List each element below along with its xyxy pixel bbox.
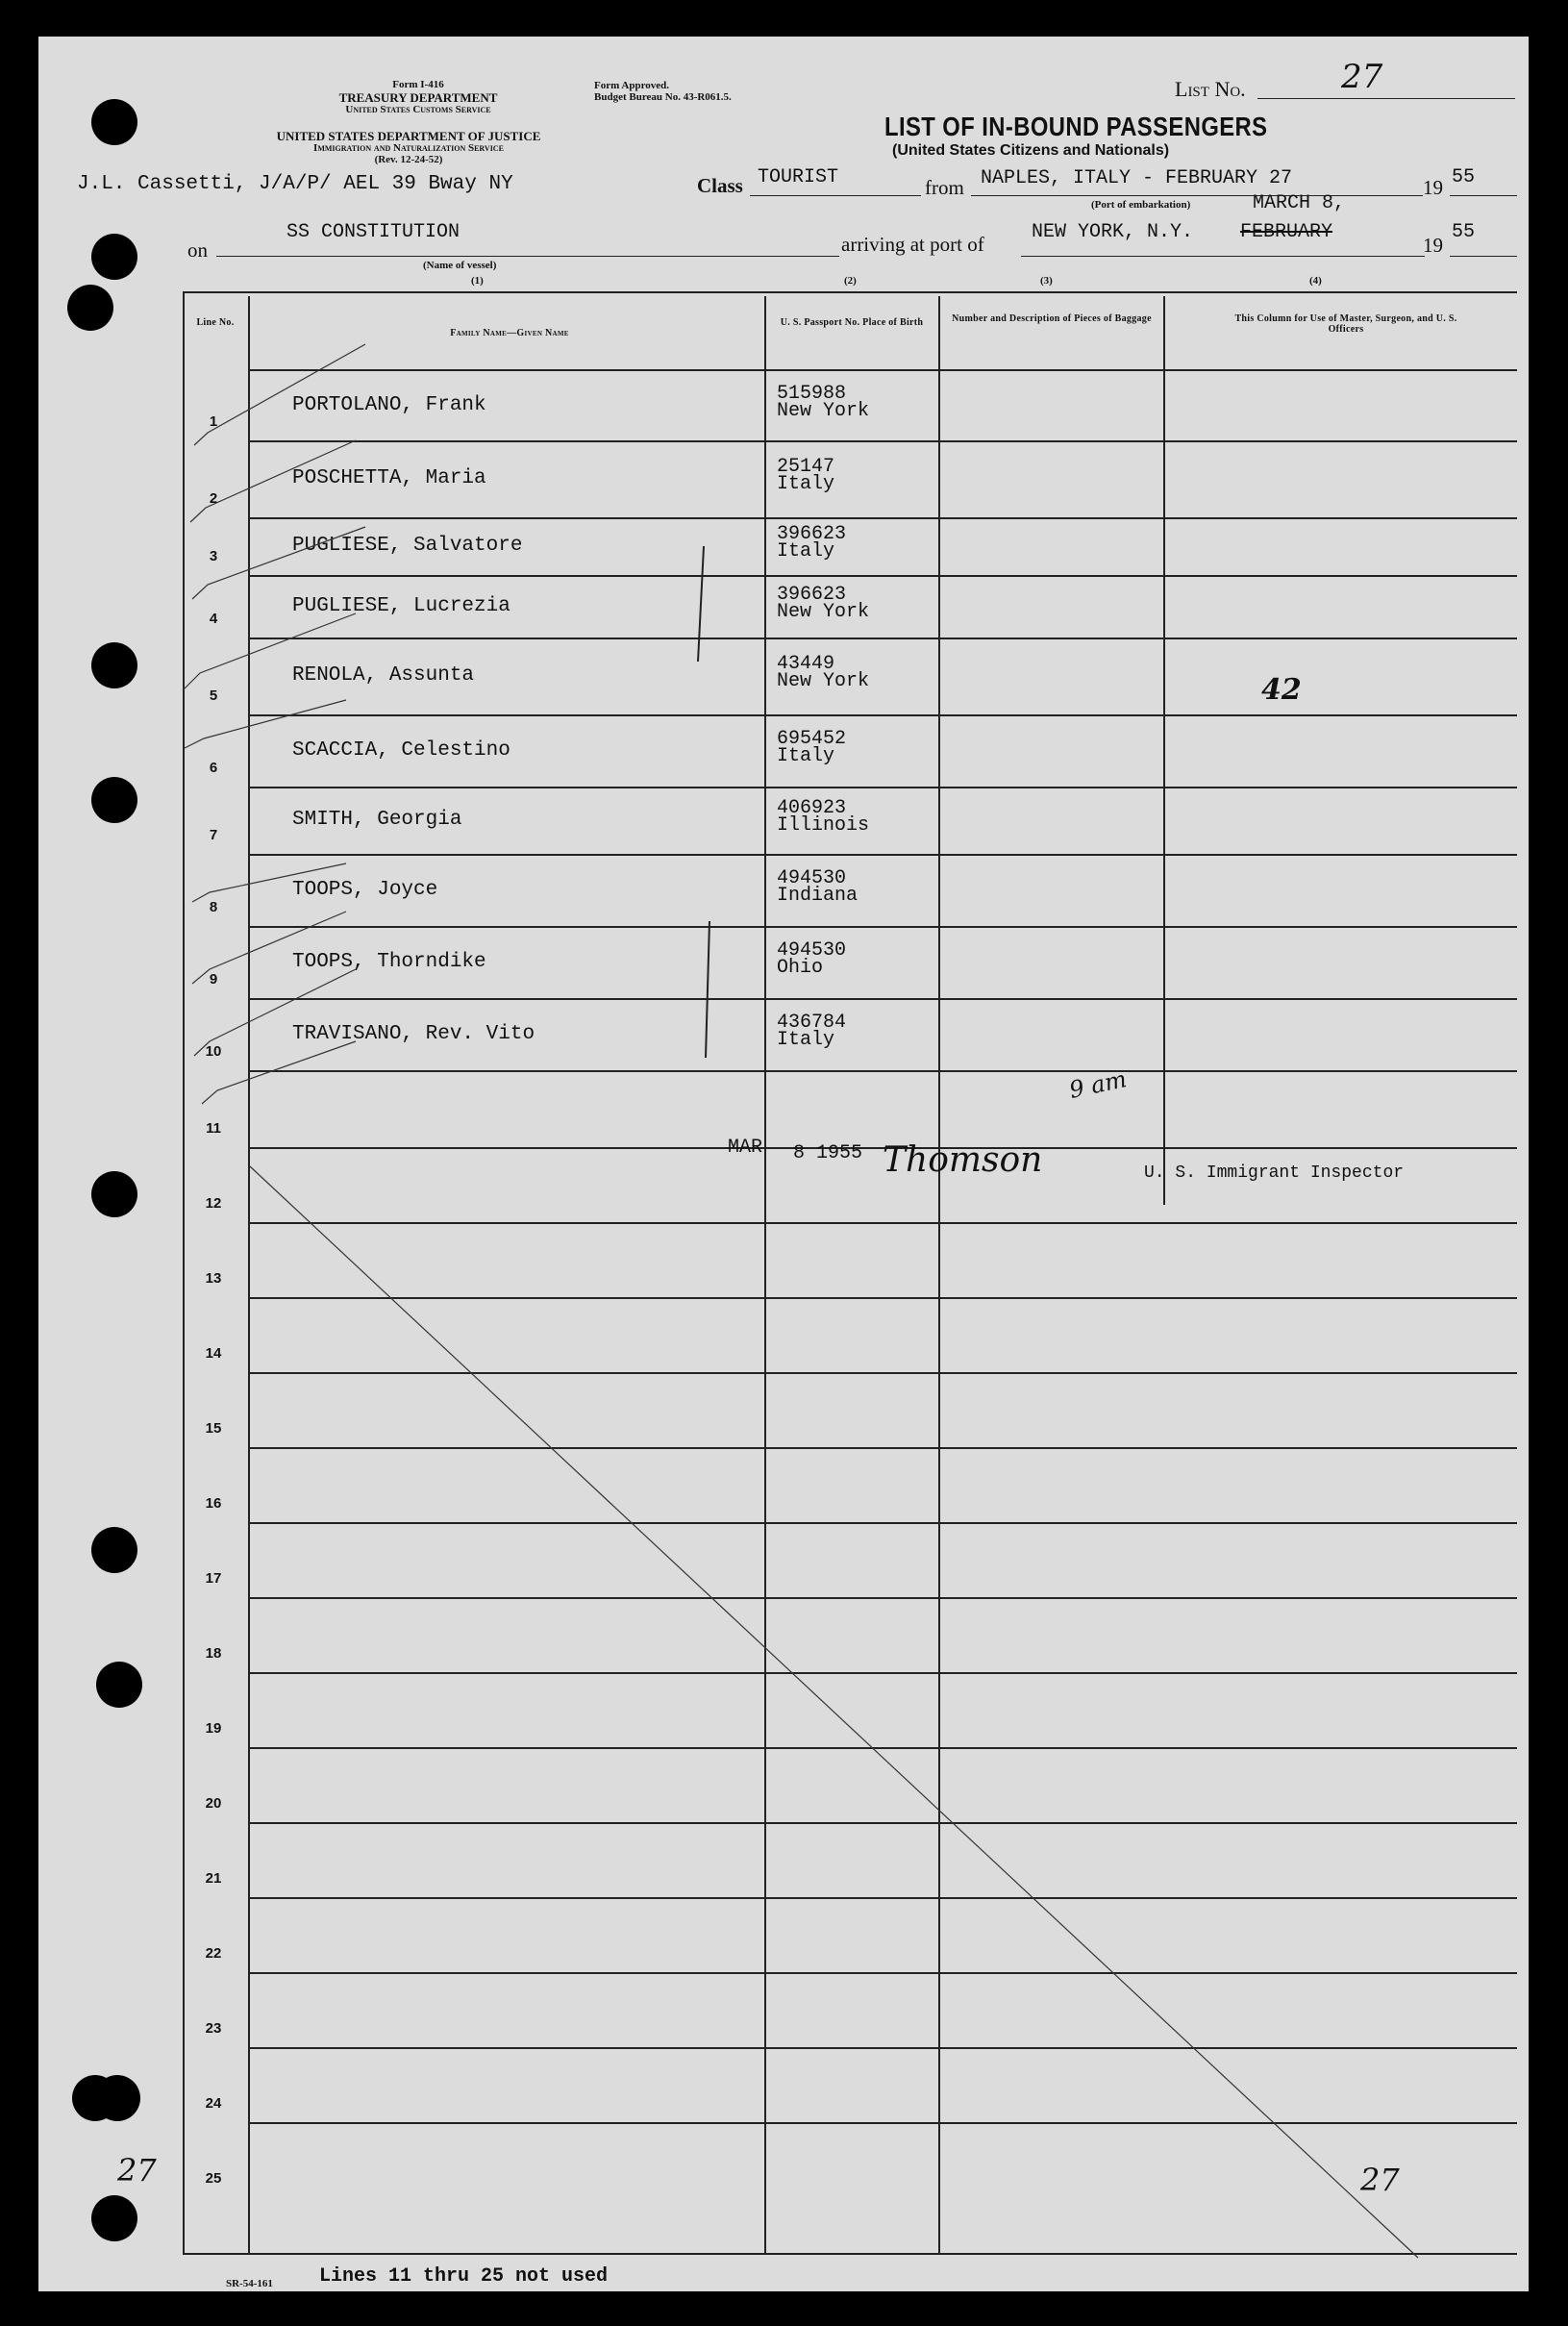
place-of-birth: Illinois <box>777 814 870 837</box>
vessel-label: (Name of vessel) <box>423 260 497 271</box>
line-number: 17 <box>205 1570 222 1587</box>
line-number: 12 <box>205 1195 222 1212</box>
footer-note: Lines 11 thru 25 not used <box>319 2265 609 2288</box>
place-of-birth: Italy <box>777 473 835 495</box>
list-no-value: 27 <box>1341 58 1383 96</box>
passenger-name: TRAVISANO, Rev. Vito <box>292 1022 535 1045</box>
stamp-date: 8 1955 <box>793 1142 863 1164</box>
year-value-1: 55 <box>1452 166 1476 188</box>
passport-number: 494530 <box>777 866 847 889</box>
line-number: 6 <box>209 760 218 776</box>
customs-service: United States Customs Service <box>345 104 491 115</box>
form-number: Form I-416 <box>392 79 444 90</box>
passport-number: 396623 <box>777 523 847 545</box>
line-number: 14 <box>205 1345 222 1362</box>
line-number: 24 <box>205 2095 222 2112</box>
handwritten-marks <box>38 37 1529 2291</box>
passport-number: 396623 <box>777 583 847 606</box>
place-of-birth: Italy <box>777 744 835 767</box>
passport-number: 436784 <box>777 1011 847 1034</box>
line-number: 3 <box>209 548 218 564</box>
arriving-port: NEW YORK, N.Y. <box>1032 221 1194 243</box>
page-number-right: 27 <box>1360 2162 1400 2198</box>
passport-number: 515988 <box>777 382 847 405</box>
passport-number: 406923 <box>777 797 847 819</box>
check-mark <box>190 440 356 522</box>
from-label: from <box>925 176 964 199</box>
year-prefix-1: 19 <box>1423 176 1443 199</box>
place-of-birth: Italy <box>777 1028 835 1051</box>
passenger-name: RENOLA, Assunta <box>292 664 475 687</box>
cancel-diagonal <box>250 1166 1418 2258</box>
check-mark <box>183 613 356 690</box>
passport-number: 25147 <box>777 456 835 478</box>
class-value: TOURIST <box>758 166 839 188</box>
class-label: Class <box>697 174 743 197</box>
from-value: NAPLES, ITALY - FEBRUARY 27 <box>981 167 1293 189</box>
officers-header: This Column for Use of Master, Surgeon, and U. S. Officers <box>1234 313 1457 335</box>
line-no-header: Line No. <box>196 317 235 328</box>
line-number: 23 <box>205 2020 222 2037</box>
check-mark <box>192 912 346 984</box>
place-of-birth: New York <box>777 670 870 692</box>
baggage-note: 9 am <box>1066 1065 1130 1104</box>
family-bracket <box>706 921 709 1058</box>
line-number: 18 <box>205 1645 222 1662</box>
passenger-name: TOOPS, Joyce <box>292 878 438 901</box>
place-of-birth: Ohio <box>777 956 824 979</box>
col4-number: (4) <box>1309 275 1322 287</box>
inspector-signature: Thomson <box>883 1140 1043 1180</box>
passenger-name: PUGLIESE, Lucrezia <box>292 594 510 617</box>
form-subtitle: (United States Citizens and Nationals) <box>892 142 1170 159</box>
passenger-name: SCACCIA, Celestino <box>292 738 510 762</box>
name-header: Family Name—Given Name <box>450 328 569 338</box>
passenger-name: PORTOLANO, Frank <box>292 393 486 416</box>
line-number: 5 <box>209 688 218 704</box>
line-number: 4 <box>209 611 218 627</box>
line-number: 9 <box>209 971 218 988</box>
line-number: 19 <box>205 1720 222 1737</box>
line-number: 13 <box>205 1270 222 1287</box>
justice-department: UNITED STATES DEPARTMENT OF JUSTICE <box>276 129 541 143</box>
footer-code: SR-54-161 <box>226 2278 273 2289</box>
form-revision: (Rev. 12-24-52) <box>374 154 443 165</box>
col2-number: (2) <box>844 275 857 287</box>
form-title: LIST OF IN-BOUND PASSENGERS <box>884 112 1268 141</box>
page-number-left: 27 <box>117 2152 157 2188</box>
place-of-birth: Indiana <box>777 884 859 907</box>
form-approved: Form Approved. <box>594 80 670 91</box>
line-number: 15 <box>205 1420 222 1437</box>
passenger-name: POSCHETTA, Maria <box>292 467 486 489</box>
check-mark <box>202 1041 356 1104</box>
vessel-name: SS CONSTITUTION <box>286 221 460 243</box>
form-page <box>38 37 1529 2291</box>
check-mark <box>192 527 365 599</box>
passenger-name: TOOPS, Thorndike <box>292 950 486 973</box>
line-number: 20 <box>205 1795 222 1812</box>
col3-number: (3) <box>1040 275 1053 287</box>
baggage-header: Number and Description of Pieces of Baggage <box>952 313 1152 324</box>
budget-bureau: Budget Bureau No. 43-R061.5. <box>594 91 732 103</box>
line-number: 10 <box>205 1043 222 1060</box>
col1-number: (1) <box>471 275 484 287</box>
treasury-department: TREASURY DEPARTMENT <box>338 90 498 105</box>
place-of-birth: Italy <box>777 540 835 563</box>
line-number: 1 <box>209 413 218 430</box>
family-bracket <box>698 546 704 662</box>
passport-number: 43449 <box>777 653 835 675</box>
place-of-birth: New York <box>777 600 870 623</box>
arrival-date: MARCH 8, <box>1253 192 1346 214</box>
immigration-service: Immigration and Naturalization Service <box>313 142 504 154</box>
line-number: 22 <box>205 1945 222 1962</box>
line-number: 21 <box>205 1870 222 1887</box>
check-mark <box>194 969 356 1056</box>
inspector-title: U. S. Immigrant Inspector <box>1144 1163 1405 1183</box>
stamp-month: MAR <box>728 1137 763 1159</box>
on-label: on <box>187 238 208 262</box>
place-of-birth: New York <box>777 399 870 422</box>
line-number: 16 <box>205 1495 222 1512</box>
line-number: 7 <box>209 827 218 843</box>
line-number: 8 <box>209 899 218 915</box>
passport-number: 695452 <box>777 727 847 750</box>
passport-number: 494530 <box>777 938 847 962</box>
year-prefix-2: 19 <box>1423 234 1443 257</box>
line-number: 25 <box>205 2170 222 2187</box>
port-embark-label: (Port of embarkation) <box>1091 199 1191 211</box>
check-mark <box>185 700 346 748</box>
arriving-label: arriving at port of <box>841 233 984 256</box>
check-mark <box>192 863 346 902</box>
line-number: 2 <box>209 490 218 507</box>
agent-info: J.L. Cassetti, J/A/P/ AEL 39 Bway NY <box>77 173 513 195</box>
year-value-2: 55 <box>1452 221 1476 243</box>
passenger-name: SMITH, Georgia <box>292 809 462 831</box>
officer-mark: 42 <box>1261 673 1302 707</box>
check-mark <box>194 344 365 445</box>
passport-header: U. S. Passport No. Place of Birth <box>780 317 924 328</box>
passenger-name: PUGLIESE, Salvatore <box>292 535 523 557</box>
struck-month: FEBRUARY <box>1240 221 1333 243</box>
list-no-label: List No. <box>1175 77 1246 101</box>
line-number: 11 <box>206 1120 221 1137</box>
